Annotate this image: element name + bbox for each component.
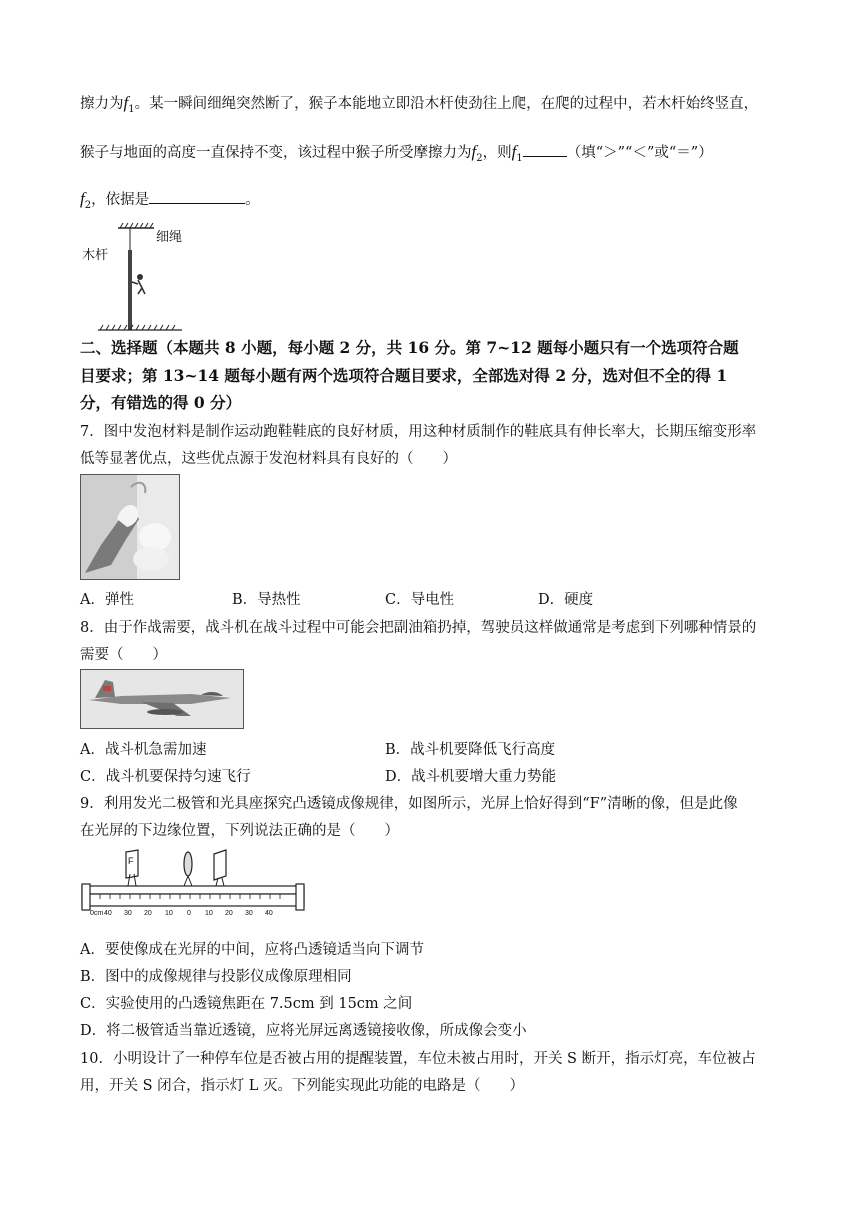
ruler-label: 20 <box>144 910 152 917</box>
rope-label: 细绳 <box>156 230 183 245</box>
q8-option-b[interactable]: B．战斗机要降低飞行高度 <box>385 742 556 758</box>
answer-blank-2[interactable] <box>149 189 245 204</box>
q8-option-c[interactable]: C．战斗机要保持匀速飞行 <box>80 769 251 785</box>
ruler-label: 40 <box>104 910 112 917</box>
answer-blank-1[interactable] <box>523 142 567 157</box>
q7-option-b[interactable]: B．导热性 <box>232 592 301 608</box>
q7-stem-line2: 低等显著优点，这些优点源于发泡材料具有良好的（ ） <box>80 451 457 467</box>
q10-stem-line1: 10．小明设计了一种停车位是否被占用的提醒装置，车位未被占用时，开关 S 断开，指示灯亮，车位被占 <box>80 1051 756 1067</box>
ruler-label: 30 <box>124 910 132 917</box>
q7-option-a[interactable]: A．弹性 <box>80 592 134 608</box>
ruler-label: 0cm <box>90 910 104 917</box>
q6-line1: 擦力为$f_1$。某一瞬间细绳突然断了，猴子本能地立即沿木杆使劲往上爬，在爬的过程中，若木杆始终竖直， <box>80 93 759 115</box>
q8-stem-line1: 8．由于作战需要，战斗机在战斗过程中可能会把副油箱扔掉，驾驶员这样做通常是考虑到下列哪种情景的 <box>80 620 757 636</box>
q9-stem-line1: 9．利用发光二极管和光具座探究凸透镜成像规律，如图所示，光屏上恰好得到“F”清晰的像，但是此像 <box>80 796 738 812</box>
q9-stem-line2: 在光屏的下边缘位置，下列说法正确的是（ ） <box>80 823 399 839</box>
q9-option-c[interactable]: C．实验使用的凸透镜焦距在 7.5cm 到 15cm 之间 <box>80 996 413 1012</box>
f-letter: F <box>128 856 134 866</box>
ruler-label: 0 <box>187 910 191 917</box>
optical-bench-diagram <box>80 846 306 930</box>
pole-monkey-figure <box>82 222 192 332</box>
q10-stem-line2: 用，开关 S 闭合，指示灯 L 灭。下列能实现此功能的电路是（ ） <box>80 1078 524 1094</box>
ground-hatch <box>98 320 182 328</box>
q7-option-d[interactable]: D．硬度 <box>538 592 594 608</box>
q9-option-b[interactable]: B．图中的成像规律与投影仪成像原理相同 <box>80 969 352 985</box>
q6-line3: $f_2$，依据是 。 <box>80 189 260 211</box>
q8-option-a[interactable]: A．战斗机急需加速 <box>80 742 207 758</box>
pole-label: 木杆 <box>82 248 109 263</box>
fighter-jet-photo <box>80 669 244 729</box>
section2-heading-line1: 二、选择题（本题共 8 小题，每小题 2 分，共 16 分。第 7~12 题每小题只有一个选项符合题 <box>80 338 739 357</box>
optical-bench-figure <box>80 846 306 930</box>
ruler-label: 10 <box>165 910 173 917</box>
q7-option-c[interactable]: C．导电性 <box>385 592 455 608</box>
ruler-label: 30 <box>245 910 253 917</box>
q6-line2: 猴子与地面的高度一直保持不变，该过程中猴子所受摩擦力为$f_2$，则$f_1$ （填“＞”“＜”或“＝”） <box>80 142 713 164</box>
foam-hand-image <box>81 475 179 579</box>
section2-heading-line3: 分，有错选的得 0 分） <box>80 393 242 412</box>
ruler-label: 10 <box>205 910 213 917</box>
q9-option-d[interactable]: D．将二极管适当靠近透镜，应将光屏远离透镜接收像，所成像会变小 <box>80 1023 527 1039</box>
ground-icon <box>98 324 182 332</box>
ruler-label: 40 <box>265 910 273 917</box>
q8-stem-line2: 需要（ ） <box>80 647 167 663</box>
section2-heading-line2: 目要求；第 13~14 题每小题有两个选项符合题目要求，全部选对得 2 分，选对但不全的得 1 <box>80 366 728 385</box>
fighter-jet-image <box>81 670 243 728</box>
q8-option-d[interactable]: D．战斗机要增大重力势能 <box>385 769 557 785</box>
q9-option-a[interactable]: A．要使像成在光屏的中间，应将凸透镜适当向下调节 <box>80 942 424 958</box>
ruler-label: 20 <box>225 910 233 917</box>
foam-photo <box>80 474 180 580</box>
q7-stem-line1: 7．图中发泡材料是制作运动跑鞋鞋底的良好材质，用这种材质制作的鞋底具有伸长率大，长期压缩变形率 <box>80 424 757 440</box>
